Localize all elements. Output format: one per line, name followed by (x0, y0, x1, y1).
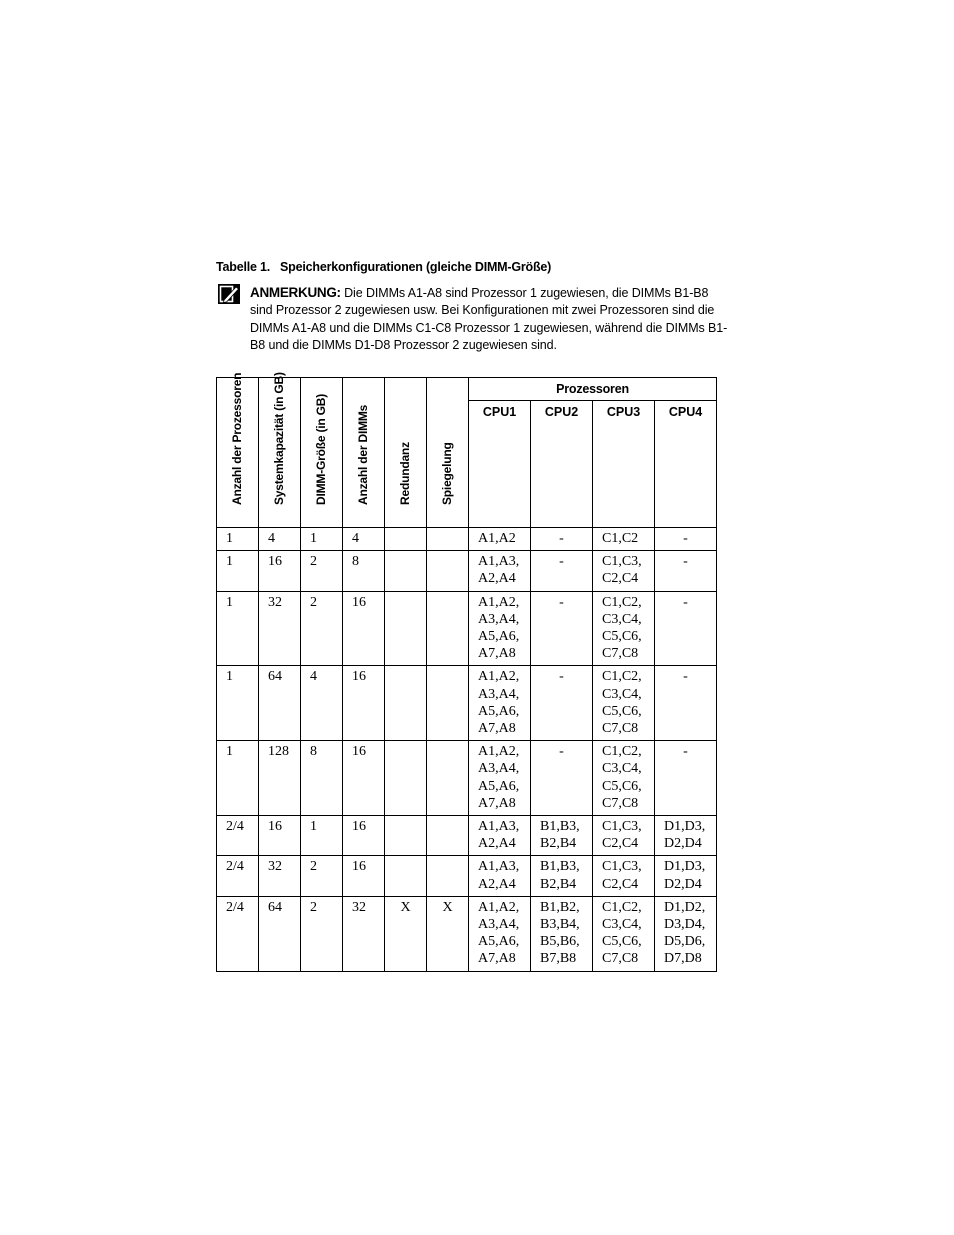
cell-cpu1-line: A3,A4, (478, 686, 520, 702)
cell-mirroring (427, 741, 469, 816)
cell-cpu1 (469, 666, 531, 741)
cell-cpu2-line: B2,B4 (540, 836, 577, 852)
cell-cpu2 (531, 896, 593, 971)
table-row (217, 528, 717, 551)
cell-cpu1 (469, 896, 531, 971)
header-redundancy: Redundanz (385, 378, 427, 528)
cell-cpu4-line: - (683, 531, 688, 546)
header-cpu3: CPU3 (593, 401, 655, 528)
cell-cpu4-line: D3,D4, (664, 917, 706, 933)
cell-mirroring (427, 528, 469, 551)
cell-processor-count: 1 (217, 591, 259, 666)
cell-cpu4 (655, 896, 717, 971)
note-text: Die DIMMs A1-A8 sind Prozessor 1 zugewiesen, die DIMMs B1-B8 sind Prozessor 2 zugewiesen usw. Bei Konfigurationen mit zwei Prozessoren sind die DIMMs A1-A8 und die DIMMs C1-C8 Prozessor 1 zugewiesen, während die DIMMs B1-B8 und die DIMMs D1-D8 Prozessor 2 zugewiesen sind. (250, 286, 728, 352)
cell-cpu3-line: C1,C2, (602, 594, 642, 610)
header-system-capacity: Systemkapazität (in GB) (259, 378, 301, 528)
cell-system-capacity: 32 (259, 856, 301, 896)
cell-cpu4-line: D2,D4 (664, 836, 702, 852)
cell-cpu3 (593, 551, 655, 591)
cell-cpu4 (655, 551, 717, 591)
cell-cpu4-line: D2,D4 (664, 876, 702, 892)
cell-dimm-size: 8 (301, 741, 343, 816)
cell-cpu4 (655, 816, 717, 856)
header-cpu1: CPU1 (469, 401, 531, 528)
cell-processor-count: 2/4 (217, 816, 259, 856)
cell-processor-count: 1 (217, 528, 259, 551)
cell-system-capacity: 32 (259, 591, 301, 666)
cell-cpu1 (469, 816, 531, 856)
cell-dimm-count: 16 (343, 666, 385, 741)
cell-cpu1-line: A1,A2, (478, 594, 520, 610)
cell-dimm-size: 4 (301, 666, 343, 741)
cell-cpu3-line: C3,C4, (602, 917, 642, 933)
header-dimm-size: DIMM-Größe (in GB) (301, 378, 343, 528)
cell-cpu1-line: A3,A4, (478, 917, 520, 933)
cell-cpu4 (655, 591, 717, 666)
cell-cpu3-line: C3,C4, (602, 686, 642, 702)
cell-cpu3-line: C5,C6, (602, 778, 642, 794)
cell-system-capacity: 4 (259, 528, 301, 551)
cell-cpu4-line: - (683, 669, 688, 685)
cell-dimm-count: 8 (343, 551, 385, 591)
note-pencil-icon (218, 284, 240, 304)
cell-cpu3-line: C3,C4, (602, 761, 642, 777)
cell-cpu1-line: A3,A4, (478, 761, 520, 777)
cell-cpu3-line: C2,C4 (602, 571, 639, 587)
cell-cpu1-line: A5,A6, (478, 629, 520, 645)
cell-redundancy (385, 741, 427, 816)
cell-cpu4 (655, 528, 717, 551)
cell-cpu1-line: A7,A8 (478, 721, 516, 737)
cell-cpu2-line: B7,B8 (540, 951, 577, 967)
note-label: ANMERKUNG: (250, 285, 341, 300)
cell-dimm-size: 2 (301, 591, 343, 666)
header-mirroring: Spiegelung (427, 378, 469, 528)
cell-redundancy (385, 816, 427, 856)
cell-cpu4-line: D5,D6, (664, 934, 706, 950)
cell-cpu3-line: C1,C2, (602, 899, 642, 915)
header-dimm-count: Anzahl der DIMMs (343, 378, 385, 528)
cell-cpu3 (593, 896, 655, 971)
cell-cpu2 (531, 528, 593, 551)
cell-system-capacity: 64 (259, 666, 301, 741)
cell-dimm-size: 1 (301, 816, 343, 856)
cell-dimm-count: 16 (343, 591, 385, 666)
cell-cpu1-line: A1,A3, (478, 859, 520, 875)
cell-cpu3-line: C2,C4 (602, 836, 639, 852)
cell-redundancy: X (385, 896, 427, 971)
cell-system-capacity: 16 (259, 816, 301, 856)
cell-cpu2-line: B2,B4 (540, 876, 577, 892)
cell-cpu3-line: C5,C6, (602, 629, 642, 645)
memory-configuration-table (216, 372, 717, 972)
table-row (217, 816, 717, 856)
cell-cpu2-line: - (559, 744, 564, 760)
cell-cpu4-line: D1,D3, (664, 859, 706, 875)
table-row (217, 896, 717, 971)
cell-cpu3 (593, 528, 655, 551)
cell-cpu2-line: - (559, 669, 564, 685)
cell-cpu3-line: C1,C3, (602, 554, 642, 570)
table-row (217, 591, 717, 666)
cell-redundancy (385, 856, 427, 896)
cell-dimm-size: 1 (301, 528, 343, 551)
cell-cpu1 (469, 591, 531, 666)
cell-cpu1-line: A2,A4 (478, 876, 516, 892)
cell-cpu1-line: A1,A2, (478, 899, 520, 915)
cell-processor-count: 2/4 (217, 896, 259, 971)
cell-cpu2-line: - (559, 594, 564, 610)
cell-processor-count: 1 (217, 666, 259, 741)
cell-cpu4-line: - (683, 554, 688, 570)
cell-redundancy (385, 528, 427, 551)
cell-redundancy (385, 591, 427, 666)
cell-cpu4-line: - (683, 594, 688, 610)
cell-cpu2-line: - (559, 531, 564, 546)
cell-redundancy (385, 666, 427, 741)
cell-cpu1-line: A5,A6, (478, 778, 520, 794)
cell-cpu1-line: A7,A8 (478, 951, 516, 967)
cell-cpu3-line: C1,C2 (602, 531, 639, 546)
cell-dimm-size: 2 (301, 551, 343, 591)
cell-cpu1-line: A1,A3, (478, 819, 520, 835)
cell-cpu1-line: A5,A6, (478, 934, 520, 950)
cell-cpu1-line: A2,A4 (478, 836, 516, 852)
table-row (217, 856, 717, 896)
cell-processor-count: 2/4 (217, 856, 259, 896)
cell-cpu1 (469, 856, 531, 896)
cell-dimm-count: 16 (343, 856, 385, 896)
cell-cpu2-line: - (559, 554, 564, 570)
header-processors-group: Prozessoren (469, 378, 717, 401)
cell-cpu1 (469, 528, 531, 551)
cell-cpu3-line: C1,C3, (602, 819, 642, 835)
cell-dimm-size: 2 (301, 896, 343, 971)
cell-cpu4-line: - (683, 744, 688, 760)
cell-dimm-size: 2 (301, 856, 343, 896)
cell-cpu3-line: C5,C6, (602, 703, 642, 719)
cell-cpu1-line: A3,A4, (478, 611, 520, 627)
cell-dimm-count: 16 (343, 816, 385, 856)
cell-mirroring: X (427, 896, 469, 971)
cell-dimm-count: 4 (343, 528, 385, 551)
cell-processor-count: 1 (217, 741, 259, 816)
cell-cpu1-line: A7,A8 (478, 646, 516, 662)
cell-cpu3-line: C7,C8 (602, 951, 639, 967)
cell-cpu3-line: C5,C6, (602, 934, 642, 950)
cell-cpu3-line: C1,C3, (602, 859, 642, 875)
cell-cpu2 (531, 856, 593, 896)
cell-cpu2 (531, 551, 593, 591)
cell-mirroring (427, 551, 469, 591)
cell-cpu4 (655, 741, 717, 816)
cell-system-capacity: 16 (259, 551, 301, 591)
cell-cpu1-line: A1,A2, (478, 669, 520, 685)
cell-cpu2 (531, 591, 593, 666)
table-caption (216, 260, 551, 274)
cell-cpu2 (531, 666, 593, 741)
cell-cpu3-line: C2,C4 (602, 876, 639, 892)
cell-cpu4-line: D1,D2, (664, 899, 706, 915)
cell-cpu4-line: D7,D8 (664, 951, 702, 967)
cell-cpu1-line: A1,A2, (478, 744, 520, 760)
cell-cpu2-line: B1,B2, (540, 899, 580, 915)
cell-cpu2-line: B5,B6, (540, 934, 580, 950)
cell-mirroring (427, 816, 469, 856)
cell-cpu3 (593, 741, 655, 816)
cell-cpu3-line: C7,C8 (602, 646, 639, 662)
cell-cpu4-line: D1,D3, (664, 819, 706, 835)
cell-mirroring (427, 666, 469, 741)
cell-cpu3 (593, 816, 655, 856)
header-cpu2: CPU2 (531, 401, 593, 528)
cell-cpu1-line: A5,A6, (478, 703, 520, 719)
cell-cpu4 (655, 856, 717, 896)
cell-cpu2-line: B1,B3, (540, 859, 580, 875)
cell-system-capacity: 128 (259, 741, 301, 816)
cell-cpu3-line: C3,C4, (602, 611, 642, 627)
cell-cpu3-line: C7,C8 (602, 795, 639, 811)
cell-dimm-count: 16 (343, 741, 385, 816)
cell-cpu3-line: C1,C2, (602, 744, 642, 760)
table-row (217, 741, 717, 816)
cell-mirroring (427, 591, 469, 666)
cell-cpu1-line: A7,A8 (478, 795, 516, 811)
cell-cpu1 (469, 551, 531, 591)
cell-system-capacity: 64 (259, 896, 301, 971)
cell-redundancy (385, 551, 427, 591)
cell-processor-count: 1 (217, 551, 259, 591)
header-cpu4: CPU4 (655, 401, 717, 528)
cell-cpu3-line: C7,C8 (602, 721, 639, 737)
cell-dimm-count: 32 (343, 896, 385, 971)
cell-cpu2-line: B3,B4, (540, 917, 580, 933)
header-processor-count: Anzahl der Prozessoren (217, 378, 259, 528)
cell-cpu3 (593, 666, 655, 741)
cell-cpu3-line: C1,C2, (602, 669, 642, 685)
cell-cpu1 (469, 741, 531, 816)
cell-cpu2 (531, 741, 593, 816)
cell-cpu1-line: A2,A4 (478, 571, 516, 587)
cell-mirroring (427, 856, 469, 896)
cell-cpu3 (593, 591, 655, 666)
cell-cpu4 (655, 666, 717, 741)
table-caption-label: Tabelle 1. (216, 260, 271, 274)
table-row (217, 551, 717, 591)
cell-cpu2-line: B1,B3, (540, 819, 580, 835)
cell-cpu1-line: A1,A2 (478, 531, 516, 546)
note-block (250, 284, 730, 354)
table-body (217, 528, 717, 972)
table-caption-title: Speicherkonfigurationen (gleiche DIMM-Größe) (280, 260, 552, 274)
cell-cpu3 (593, 856, 655, 896)
cell-cpu1-line: A1,A3, (478, 554, 520, 570)
table-row (217, 666, 717, 741)
cell-cpu2 (531, 816, 593, 856)
